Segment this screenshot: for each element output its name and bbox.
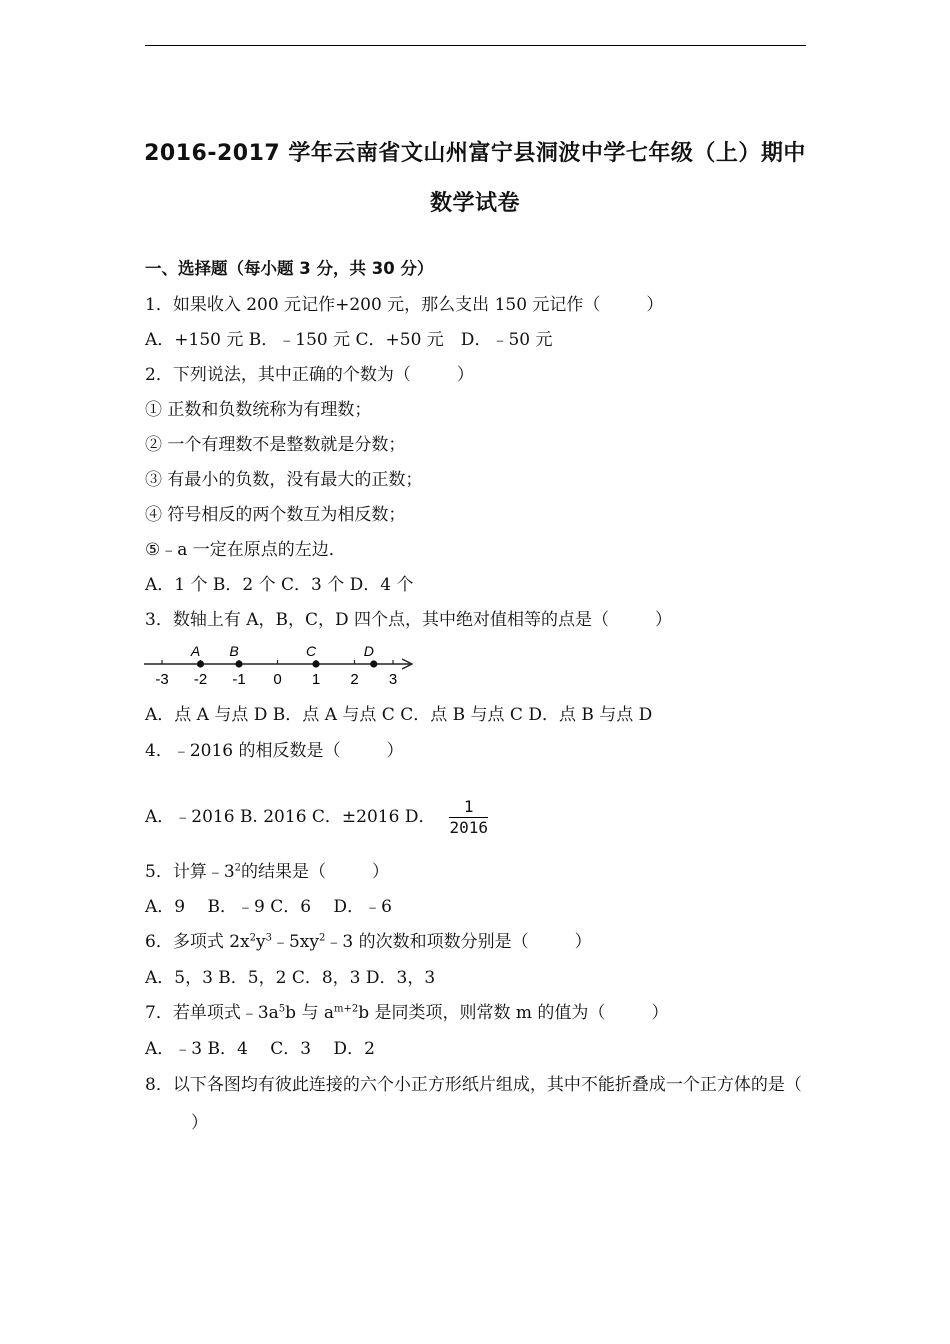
number-line-point-label: B <box>229 643 239 659</box>
question-7-options: A．﹣3 B．4 C．3 D．2 <box>145 1039 375 1059</box>
fraction <box>449 797 488 838</box>
question-3-options: A．点 A 与点 D B．点 A 与点 C C．点 B 与点 C D．点 B 与点 D <box>145 705 653 725</box>
question-2-statement-4: ④ 符号相反的两个数互为相反数； <box>145 505 406 525</box>
number-line-tick-label: -1 <box>232 671 246 688</box>
question-4-stem: 4．﹣2016 的相反数是（ ） <box>145 741 404 761</box>
question-5-options: A．9 B．﹣9 C．6 D．﹣6 <box>145 897 392 917</box>
question-4-options <box>145 797 488 838</box>
question-2-options: A．1 个 B．2 个 C．3 个 D．4 个 <box>145 575 414 595</box>
page-title-line1: 2016-2017 学年云南省文山州富宁县洞波中学七年级（上）期中 <box>144 141 806 166</box>
question-2-statement-1: ① 正数和负数统称为有理数； <box>145 400 372 420</box>
question-6-options: A．5，3 B．5，2 C．8，3 D．3，3 <box>145 968 436 988</box>
question-8-stem: 8．以下各图均有彼此连接的六个小正方形纸片组成，其中不能折叠成一个正方体的是（） <box>145 1075 802 1133</box>
question-5-stem: 5．计算$﹣3^2$的结果是（ ） <box>145 862 390 882</box>
question-1-options: A．+150 元 B．﹣150 元 C．+50 元 D．﹣50 元 <box>145 330 553 350</box>
section-heading: 一、选择题（每小题 3 分，共 30 分） <box>145 259 434 278</box>
question-2-statement-5: ⑤﹣a 一定在原点的左边． <box>145 540 346 560</box>
fraction-numerator: 1 <box>449 797 488 818</box>
number-line-tick-label: 2 <box>350 671 359 688</box>
question-2-statement-2: ② 一个有理数不是整数就是分数； <box>145 435 406 455</box>
question-4-options-text: A．﹣2016 B. 2016 C．±2016 D． <box>145 807 436 827</box>
question-7-stem: 7．若单项式$﹣3a^5b$ 与 $a^{m+2}b$ 是同类项，则常数 m 的值为（ ） <box>145 1003 669 1023</box>
number-line-tick-label: 3 <box>388 671 398 688</box>
number-line-point-label: D <box>363 643 374 659</box>
number-line-point <box>235 660 242 667</box>
question-6-stem: 6．多项式 $2x^2y^3﹣5xy^2﹣3$ 的次数和项数分别是（ ） <box>145 932 592 952</box>
question-2-statement-3: ③ 有最小的负数，没有最大的正数； <box>145 470 423 490</box>
page-title-line2: 数学试卷 <box>429 191 520 216</box>
number-line-tick-label: 0 <box>273 671 282 688</box>
fraction-denominator: 2016 <box>449 818 488 837</box>
question-3-stem: 3．数轴上有 A，B，C，D 四个点，其中绝对值相等的点是（ ） <box>145 610 673 630</box>
number-line-point <box>370 660 377 667</box>
number-line-point <box>312 660 319 667</box>
question-1-stem: 1．如果收入 200 元记作+200 元，那么支出 150 元记作（ ） <box>145 295 664 315</box>
number-line-tick-label: -2 <box>193 671 208 688</box>
number-line-point-label: C <box>305 643 317 659</box>
number-line-figure <box>142 642 417 688</box>
number-line-point <box>197 660 204 667</box>
number-line-tick-label: -3 <box>155 671 169 688</box>
number-line-tick-label: 1 <box>311 671 321 688</box>
question-2-stem: 2．下列说法，其中正确的个数为（ ） <box>145 365 474 385</box>
number-line-point-label: A <box>190 643 201 659</box>
header-rule <box>145 45 806 46</box>
